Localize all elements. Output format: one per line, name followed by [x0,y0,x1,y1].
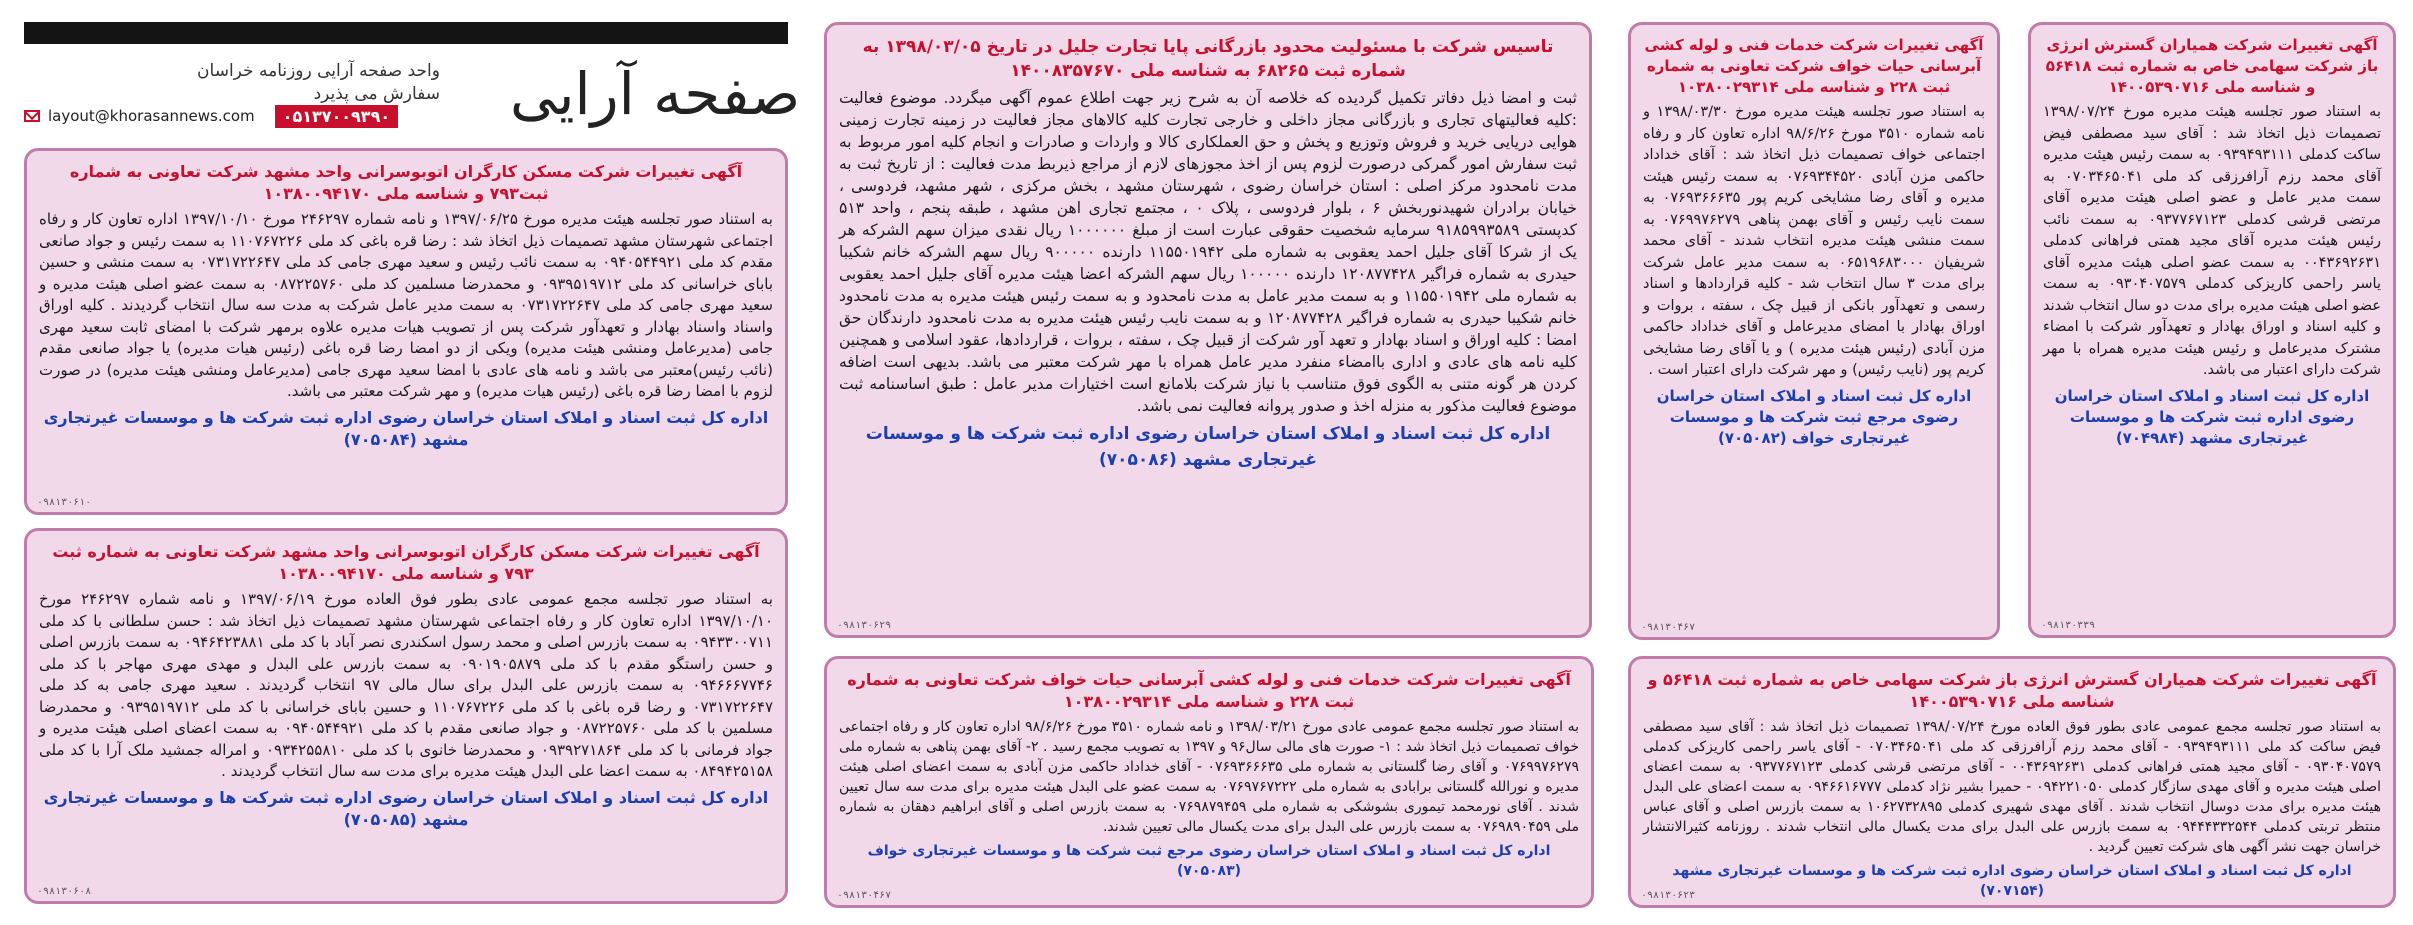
header-black-bar [24,22,788,44]
ad-title: آگهی تغییرات شرکت خدمات فنی و لوله کشی آبرسانی حیات خواف شرکت تعاونی به شماره ثبت ۲۲۸ و شناسه ملی ۱۰۳۸۰۰۲۹۳۱۴ [1644,36,1984,96]
ad-title: آگهی تغییرات شرکت همیاران گسترش انرژی باز شرکت سهامی خاص به شماره ثبت ۵۶۴۱۸ و شناسه ملی ۱۴۰۰۵۳۹۰۷۱۶ [1647,670,2377,711]
header-email[interactable]: layout@khorasannews.com [48,107,255,125]
ad-box [824,656,1594,908]
ad-box [824,22,1592,638]
ad-body: به استناد صور تجلسه مجمع عمومی عادی مورخ ۱۳۹۸/۰۳/۲۱ و نامه شماره ۳۵۱۰ مورخ ۹۸/۶/۲۶ اداره تعاون کار و رفاه اجتماعی خواف تصمیمات ذیل اتخاذ شد : ۱- صورت های مالی سال۹۶ و ۱۳۹۷ به تصویب مجمع رسید . ۲- آقای بهمن پناهی به شماره ملی ۰۷۶۹۹۷۶۲۷۹ و آقای رضا گلستانی به شماره ملی ۰۷۶۹۳۶۶۶۳۵ - آقای خداداد حاکمی مزن آبادی به سمت اعضای اصلی هیئت مدیره و نورالله گلستانی برابادی به شماره ملی ۰۷۶۹۷۶۷۲۲۲ به سمت عضو علی البدل هیئت مدیره برای مدت سه سال تعیین شدند . آقای نورمحمد تیموری بشوشکی به شماره ملی ۰۷۶۹۸۷۹۴۵۹ به سمت بازرس اصلی و آقای ابراهیم دهقان به شماره ملی ۰۷۶۹۸۹۰۴۵۹ به سمت بازرس علی البدل برای مدت یکسال مالی تعیین شدند. [839,719,1580,835]
ad-code: ۰۹۸۱۳۰۴۶۷ [837,890,892,901]
ad-title: تاسیس شرکت با مسئولیت محدود بازرگانی پایا تجارت جلیل در تاریخ ۱۳۹۸/۰۳/۰۵ به شماره ثبت ۶۸۲۶۵ به شناسه ملی ۱۴۰۰۸۳۵۷۶۷۰ [862,37,1554,81]
ad-box [24,528,788,904]
ad-code: ۰۹۸۱۳۰۶۲۹ [837,620,892,631]
header-phone: ۰۵۱۳۷۰۰۹۳۹۰ [275,105,398,128]
ad-box [1628,22,2000,640]
ad-footer: اداره کل ثبت اسناد و املاک استان خراسان رضوی مرجع ثبت شرکت ها و موسسات غیرتجاری خواف (۷۰۵۰۸۲) [1656,386,1972,447]
header-contact [24,104,444,128]
ad-body: به استناد صور تجلسه هیئت مدیره مورخ ۱۳۹۸/۰۷/۲۴ تصمیمات ذیل اتخاذ شد : آقای سید مصطفی فیض ساکت کدملی ۰۹۳۹۴۹۳۱۱۱ به سمت رئیس هیئت مدیره آقای محمد رزم آرافرزقی کد ملی ۰۷۰۳۴۶۵۰۴۱ به سمت مدیر عامل و عضو اصلی هیئت مدیره آقای مرتضی قرشی کدملی ۰۹۳۷۷۶۷۱۲۳ به سمت نائب رئیس هیئت مدیره آقای مجید همتی فراهانی کدملی ۰۰۴۳۶۹۲۶۳۱ به سمت عضو اصلی هیئت مدیره آقای یاسر راحمی کاریزکی کدملی ۰۹۳۰۴۰۷۵۷۹ به سمت عضو اصلی هیئت مدیره برای مدت دو سال انتخاب شدند و کلیه اسناد و اوراق بهادار و تعهدآور شرکت با امضاء مشترک مدیرعامل و رئیس هیئت مدیره همراه با مهر شرکت دارای اعتبار می باشد. [2043,104,2382,378]
header-unit-text: واحد صفحه آرایی روزنامه خراسان [197,61,440,81]
ad-body: به استناد صور تجلسه هیئت مدیره مورخ ۱۳۹۸/۰۳/۳۰ و نامه شماره ۳۵۱۰ مورخ ۹۸/۶/۲۶ اداره تعاون کار و رفاه اجتماعی خواف تصمیمات ذیل اتخاذ شد : آقای خداداد حاکمی مزن آبادی ۰۷۶۹۳۴۴۵۲۰ به سمت رئیس هیئت مدیره و آقای رضا مشایخی کریم پور ۰۷۶۹۳۶۶۶۳۵ به سمت نایب رئیس و آقای بهمن پناهی ۰۷۶۹۹۷۶۲۷۹ به سمت منشی هیئت مدیره انتخاب شدند - آقای محمد شریفیان ۰۶۵۱۹۶۸۳۰۰۰ به سمت مدیر عامل شرکت برای مدت ۳ سال انتخاب شد - کلیه قراردادها و اسناد رسمی و تعهدآور بانکی از قبیل چک ، سفته ، بروات و اوراق بهادار با امضای مدیرعامل و آقای خداداد حاکمی مزن آبادی (رئیس هیئت مدیره ) و یا آقای رضا مشایخی کریم پور (نایب رئیس) و مهر شرکت دارای اعتبار است . [1643,104,1986,378]
ad-body: به استناد صور تجلسه مجمع عمومی عادی بطور فوق العاده مورخ ۱۳۹۸/۰۷/۲۴ تصمیمات ذیل اتخاذ شد : آقای سید مصطفی فیض ساکت کد ملی ۰۹۳۹۴۹۳۱۱۱ - آقای محمد رزم آرافرزقی کد ملی ۰۷۰۳۴۶۵۰۴۱ - آقای یاسر راحمی کاریزکی کدملی ۰۹۳۰۴۰۷۵۷۹ - آقای مجید همتی فراهانی کدملی ۰۰۴۳۶۹۲۶۳۱ - آقای مرتضی قرشی کدملی ۰۹۳۷۷۶۷۱۲۳ به سمت اعضای اصلی هیئت مدیره و آقای مهدی سازگار کدملی ۰۹۴۲۲۱۰۵۰ - حمیرا بشیر نژاد کدملی ۰۹۴۶۶۱۶۷۷۷ به سمت اعضای علی البدل هیئت مدیره برای مدت دوسال انتخاب شدند . آقای مهدی شهیری کدملی ۱۰۶۲۷۳۲۸۹۵ به سمت بازرس اصلی و آقای عباس منتظر تربتی کدملی ۰۹۴۴۴۳۳۲۵۴۴ به سمت بازرس علی البدل برای مدت یکسال مالی انتخاب شدند . روزنامه کثیرالانتشار خراسان جهت نشر آگهی های شرکت تعیین گردید . [1643,719,2381,855]
ad-title: آگهی تغییرات شرکت همیاران گسترش انرژی باز شرکت سهامی خاص به شماره ثبت ۵۶۴۱۸ و شناسه ملی ۱۴۰۰۵۳۹۰۷۱۶ [2045,36,2379,96]
ad-footer: اداره کل ثبت اسناد و املاک استان خراسان رضوی اداره ثبت شرکت ها و موسسات غیرتجاری مشهد (۷۰۴۹۸۴) [2054,386,2370,447]
ad-footer: اداره کل ثبت اسناد و املاک استان خراسان رضوی مرجع ثبت شرکت ها و موسسات غیرتجاری خواف (۷۰۵۰۸۳) [867,843,1551,879]
page-logo: صفحه آرایی [510,60,801,128]
ad-code: ۰۹۸۱۳۰۶۱۰ [37,497,92,508]
mail-icon [24,110,40,122]
ad-box [1628,656,2396,908]
ad-title: آگهی تغییرات شرکت خدمات فنی و لوله کشی آبرسانی حیات خواف شرکت تعاونی به شماره ثبت ۲۲۸ و شناسه ملی ۱۰۳۸۰۰۲۹۳۱۴ [847,670,1571,711]
ad-box [2028,22,2396,638]
ad-body: ثبت و امضا ذیل دفاتر تکمیل گردیده که خلاصه آن به شرح زیر جهت اطلاع عموم آگهی میگردد. موضوع فعالیت :کلیه فعالیتهای تجاری و بازرگانی مجاز داخلی و خارجی تجارت کلیه کالاهای مجاز فعالیت در زمینه تجارت زمینی هوایی دریایی خرید و فروش وتوزیع و پخش و حق العملکاری کالا و واردات و صادرات و انجام کلیه امور مربوط به ثبت سفارش امور گمرکی درصورت لزوم پس از اخذ مجوزهای لازم از مراجع ذیربط مدت فعالیت : از تاریخ ثبت به مدت نامحدود مرکز اصلی : استان خراسان رضوی ، شهرستان مشهد ، بخش مرکزی ، شهر مشهد، فردوسی ، خیابان برادران شهیدنوربخش ۶ ، بلوار فردوسی ، پلاک ۰ ، مجتمع تجاری اهن مشهد ، طبقه پنجم ، واحد ۵۱۳ کدپستی ۹۱۸۵۹۹۳۵۸۹ سرمایه شخصیت حقوقی عبارت است از مبلغ ۱۰۰۰۰۰۰ ریال نقدی میزان سهم الشرکه هر یک از شرکا آقای جلیل احمد یعقوبی به شماره ملی ۱۱۵۵۰۱۹۴۲ دارنده ۹۰۰۰۰۰ ریال سهم الشرکه خانم شکیبا حیدری به شماره فراگیر ۱۲۰۸۷۷۴۲۸ دارنده ۱۰۰۰۰۰ ریال سهم الشرکه اعضا هیئت مدیره آقای جلیل احمد یعقوبی به شماره ملی ۱۱۵۵۰۱۹۴۲ و به سمت مدیر عامل به مدت نامحدود و به سمت رئیس هیئت مدیره به مدت نامحدود خانم شکیبا حیدری به شماره فراگیر ۱۲۰۸۷۷۴۲۸ و به سمت نایب رئیس هیئت مدیره به مدت نامحدود دارندگان حق امضا : کلیه اوراق و اسناد بهادار و تعهد آور شرکت از قبیل چک ، سفته ، بروات ، قراردادها، عقود اسلامی و همچنین کلیه نامه های عادی و اداری باامضاء منفرد مدیر عامل همراه با مهر شرکت معتبر می باشد. بدیهی است اضافه کردن هر گونه متنی به الگوی فوق متناسب با نیاز شرکت بلامانع است اختیارات مدیر عامل : طبق اساسنامه ثبت موضوع فعالیت مذکور به منزله اخذ و صدور پروانه فعالیت نمی باشد. [839,89,1577,415]
ad-body: به استناد صور تجلسه هیئت مدیره مورخ ۱۳۹۷/۰۶/۲۵ و نامه شماره ۲۴۶۲۹۷ مورخ ۱۳۹۷/۱۰/۱۰ اداره تعاون کار و رفاه اجتماعی شهرستان مشهد تصمیمات ذیل اتخاذ شد : رضا قره باغی کد ملی ۱۱۰۷۶۷۲۲۶ به سمت رئیس و جواد صانعی مقدم کد ملی ۰۹۴۰۵۴۴۹۲۱ به سمت نائب رئیس و سعید مهری جامی کد ملی ۰۷۳۱۷۲۲۶۴۷ به سمت منشی و حسین بابای خراسانی کد ملی ۰۹۳۹۵۱۹۷۱۲ و محمدرضا مسلمین کد ملی ۰۸۷۲۲۵۷۶۰ به سمت عضو اصلی هیئت مدیره و سعید مهری جامی کد ملی ۰۷۳۱۷۲۲۶۴۷ به سمت مدیر عامل شرکت به مدت سه سال انتخاب گردیدند . کلیه اوراق واسناد واسناد بهادار و تعهدآور شرکت پس از تصویب هیات مدیره علاوه برمهر شرکت با امضای ثابت سعید مهری جامی (مدیرعامل ومنشی هیئت مدیره) ویکی از دو امضا رضا قره باغی (رئیس هیات مدیره) یا جواد صانعی مقدم (نائب رئیس)معتبر می باشد و نامه های عادی با امضا سعید مهری جامی (مدیرعامل ومنشی هیئت مدیره) در صورت لزوم با امضا رضا قره باغی (رئیس هیات مدیره) و مهر شرکت معتبر می باشد. [39,210,773,400]
ad-footer: اداره کل ثبت اسناد و املاک استان خراسان رضوی اداره ثبت شرکت ها و موسسات غیرتجاری مشهد (۷۰۵۰۸۴) [43,407,769,449]
ad-title: آگهی تغییرات شرکت مسکن کارگران اتوبوسرانی واحد مشهد شرکت تعاونی به شماره ثبت۷۹۳ و شناسه ملی ۱۰۳۸۰۰۹۴۱۷۰ [69,162,743,203]
ad-footer: اداره کل ثبت اسناد و املاک استان خراسان رضوی اداره ثبت شرکت ها و موسسات غیرتجاری مشهد (۷۰۵۰۸۵) [43,787,769,829]
ad-box [24,148,788,515]
ad-title: آگهی تغییرات شرکت مسکن کارگران اتوبوسرانی واحد مشهد شرکت تعاونی به شماره ثبت ۷۹۳ و شناسه ملی ۱۰۳۸۰۰۹۴۱۷۰ [52,542,760,583]
ad-code: ۰۹۸۱۳۰۶۰۸ [37,886,92,897]
ad-code: ۰۹۸۱۳۰۴۶۷ [1641,622,1696,633]
ad-code: ۰۹۸۱۳۰۳۳۹ [2041,620,2096,631]
ad-footer: اداره کل ثبت اسناد و املاک استان خراسان رضوی اداره ثبت شرکت ها و موسسات غیرتجاری مشهد (۷۰۷۱۵۴) [1672,863,2352,899]
header-order-text: سفارش می پذیرد [313,84,440,104]
ad-body: به استناد صور تجلسه مجمع عمومی عادی بطور فوق العاده مورخ ۱۳۹۷/۰۶/۱۹ و نامه شماره ۲۴۶۲۹۷ مورخ ۱۳۹۷/۱۰/۱۰ اداره تعاون کار و رفاه اجتماعی شهرستان مشهد تصمیمات ذیل اتخاذ شد : حسن سلطانی با کد ملی ۰۹۴۳۳۰۰۷۱۱ به سمت بازرس اصلی و محمد رسول اسکندری نصر آباد با کد ملی ۰۹۴۶۴۲۳۸۸۱ به سمت بازرس اصلی و حسن راستگو مقدم با کد ملی ۰۹۰۱۹۰۵۸۷۹ به سمت بازرس علی البدل و مهدی مهری مهاجر با کد ملی ۰۹۴۶۶۶۷۷۴۶ به سمت بازرس علی البدل برای سال مالی ۹۷ انتخاب گردیدند . سعید مهری جامی به کد ملی ۰۷۳۱۷۲۲۶۴۷ و رضا قره باغی با کد ملی ۱۱۰۷۶۷۲۲۶ و حسین بابای خراسانی با کد ملی ۰۹۳۹۵۱۹۷۱۲ و محمدرضا مسلمین با کد ملی ۰۸۷۲۲۵۷۶۰ و جواد صانعی مقدم با کد ملی ۰۹۴۰۵۴۴۹۲۱ به سمت اعضای اصلی هیئت مدیره و جواد فرمانی با کد ملی ۰۹۳۹۲۷۱۸۶۴ و محمدرضا خانوی با کد ملی ۰۹۳۴۲۵۵۸۱۰ و امراله جمشید ملک آرا با کد ملی ۰۸۴۹۴۲۵۱۵۸ به سمت اعضا علی البدل هیئت مدیره برای مدت سه سال انتخاب گردیدند . [39,590,774,780]
ad-code: ۰۹۸۱۳۰۶۲۳ [1641,890,1696,901]
ad-footer: اداره کل ثبت اسناد و املاک استان خراسان رضوی اداره ثبت شرکت ها و موسسات غیرتجاری مشهد (۷۰۵۰۸۶) [865,424,1551,470]
